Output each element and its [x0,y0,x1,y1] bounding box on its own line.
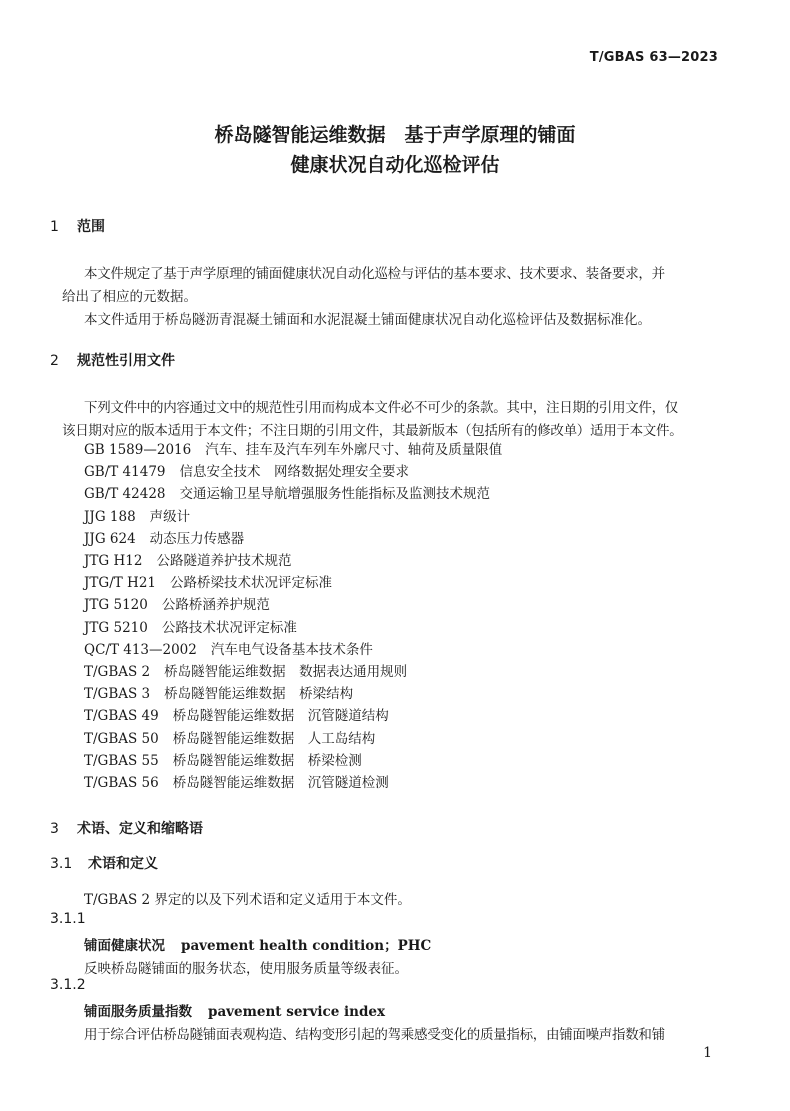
reference-name: 交通运输卫星导航增强服务性能指标及监测技术规范 [179,486,490,503]
section-number: 3 [50,821,59,837]
standard-code: T/GBAS 63—2023 [589,50,718,65]
term-chinese: 铺面服务质量指数 [84,1004,192,1020]
section-number: 1 [50,219,59,235]
reference-name: 桥岛隧智能运维数据 桥梁检测 [172,752,362,769]
subsection-number: 3.1 [50,856,73,872]
reference-item [84,638,373,658]
reference-item [84,682,353,702]
reference-name: 声级计 [149,508,191,525]
reference-name: 信息安全技术 网络数据处理安全要求 [179,464,409,481]
reference-code: GB/T 42428 [84,486,166,503]
paragraph-line: 下列文件中的内容通过文中的规范性引用而构成本文件必不可少的条款。其中，注日期的引用文件，仅 [84,400,678,416]
reference-name: 桥岛隧智能运维数据 沉管隧道结构 [172,708,389,725]
reference-item [84,771,389,791]
reference-name: 桥岛隧智能运维数据 沉管隧道检测 [172,775,389,791]
reference-name: 汽车、挂车及汽车列车外廓尺寸、轴荷及质量限值 [205,442,503,458]
term-heading [84,1000,385,1020]
title-line-2: 健康状况自动化巡检评估 [290,154,500,176]
page-number: 1 [703,1045,712,1061]
term-definition: 反映桥岛隧铺面的服务状态，使用服务质量等级表征。 [84,961,408,977]
section-title: 规范性引用文件 [77,353,175,369]
reference-code: JJG 624 [84,530,136,547]
reference-item [84,527,244,547]
subsection-3-1-heading [50,853,158,873]
reference-name: 桥岛隧智能运维数据 桥梁结构 [164,686,354,703]
paragraph-line: 本文件适用于桥岛隧沥青混凝土铺面和水泥混凝土铺面健康状况自动化巡检评估及数据标准化。 [84,312,651,328]
reference-code: GB/T 41479 [84,464,166,481]
reference-name: 汽车电气设备基本技术条件 [210,641,373,658]
subsection-title: 术语和定义 [88,856,158,872]
reference-name: 公路桥涵养护规范 [161,597,270,614]
reference-name: 动态压力传感器 [149,530,245,547]
reference-code: T/GBAS 55 [84,752,159,769]
title-line-1: 桥岛隧智能运维数据 基于声学原理的铺面 [214,124,576,146]
section-number: 2 [50,353,59,369]
reference-code: JTG 5120 [84,597,148,614]
section-2-heading [50,350,175,370]
reference-item [84,660,407,680]
reference-name: 桥岛隧智能运维数据 数据表达通用规则 [164,664,408,680]
reference-code: T/GBAS 56 [84,775,159,791]
reference-code: T/GBAS 49 [84,708,159,725]
paragraph-line: 本文件规定了基于声学原理的铺面健康状况自动化巡检与评估的基本要求、技术要求、装备要求，并 [84,266,665,282]
term-number: 3.1.1 [50,911,86,927]
reference-name: 公路技术状况评定标准 [161,619,297,636]
section-3-heading [50,818,203,838]
reference-item [84,593,270,613]
paragraph-line: T/GBAS 2 界定的以及下列术语和定义适用于本文件。 [84,892,411,908]
reference-item [84,460,409,480]
reference-item [84,505,190,525]
section-title: 范围 [77,219,105,235]
reference-code: QC/T 413—2002 [84,641,197,658]
reference-code: JJG 188 [84,508,136,525]
reference-name: 公路隧道养护技术规范 [156,553,292,569]
reference-item [84,704,389,724]
reference-code: JTG 5210 [84,619,148,636]
reference-code: T/GBAS 50 [84,730,159,747]
reference-item [84,616,297,636]
paragraph-line: 该日期对应的版本适用于本文件；不注日期的引用文件，其最新版本（包括所有的修改单）适用于本文件。 [62,423,683,439]
reference-code: JTG/T H21 [84,575,156,592]
section-1-heading [50,216,105,236]
reference-code: T/GBAS 3 [84,686,151,703]
reference-item [84,727,375,747]
section-title: 术语、定义和缩略语 [77,821,203,837]
reference-code: GB 1589—2016 [84,442,192,458]
reference-item [84,571,332,591]
term-heading [84,934,431,954]
reference-code: T/GBAS 2 [84,664,151,680]
term-number: 3.1.2 [50,977,86,993]
term-definition: 用于综合评估桥岛隧铺面表观构造、结构变形引起的驾乘感受变化的质量指标，由铺面噪声指数和铺 [84,1027,665,1043]
term-english: pavement health condition；PHC [181,938,432,954]
reference-item [84,438,502,458]
paragraph-line: 给出了相应的元数据。 [62,289,197,305]
reference-name: 桥岛隧智能运维数据 人工岛结构 [172,730,376,747]
term-english: pavement service index [208,1004,386,1020]
reference-item [84,549,291,569]
reference-name: 公路桥梁技术状况评定标准 [170,575,332,592]
reference-item [84,482,490,502]
reference-code: JTG H12 [84,553,143,569]
reference-item [84,749,362,769]
term-chinese: 铺面健康状况 [84,938,165,954]
